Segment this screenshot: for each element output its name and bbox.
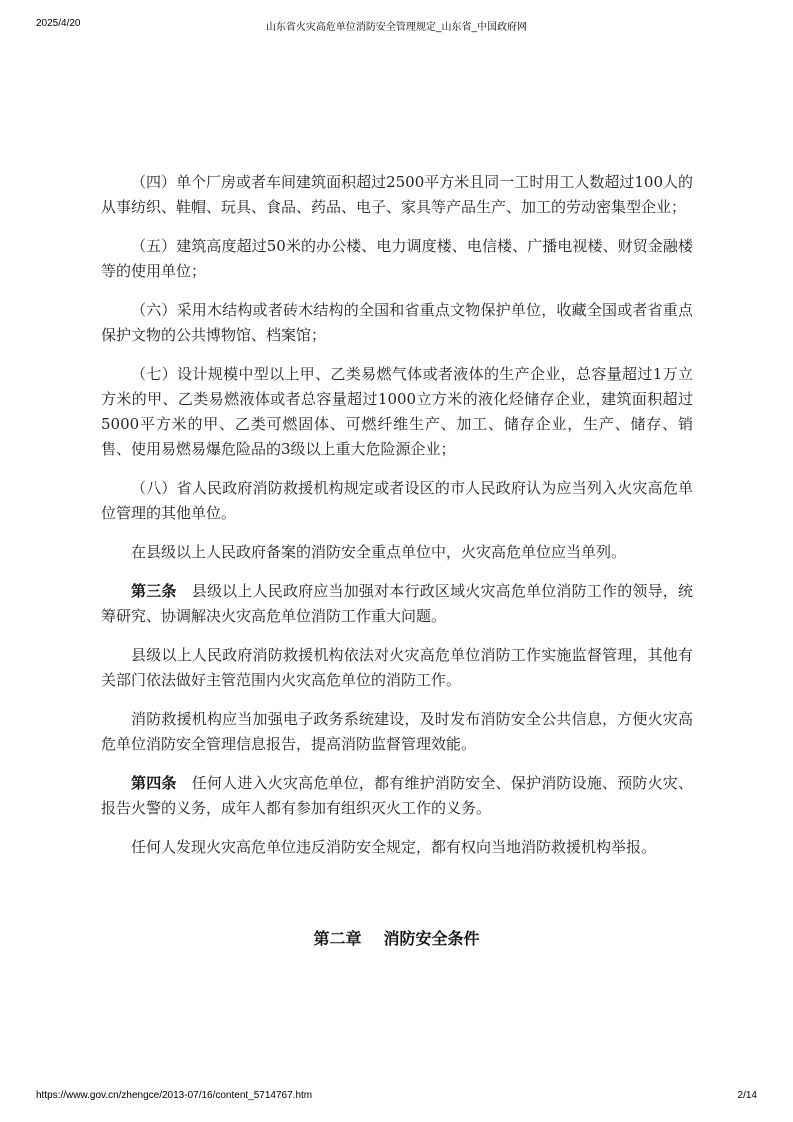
article-3-paragraph-3 (101, 707, 693, 757)
paragraph-text: 县级以上人民政府应当加强对本行政区域火灾高危单位消防工作的领导，统筹研究、协调解决火灾高危单位消防工作重大问题。 (101, 582, 693, 625)
article-4 (101, 771, 693, 821)
footer-url[interactable]: https://www.gov.cn/zhengce/2013-07/16/content_5714767.htm (36, 1090, 313, 1101)
chapter-number: 第二章 (313, 929, 362, 948)
header-date: 2025/4/20 (36, 18, 81, 29)
article-4-heading: 第四条 (131, 774, 177, 792)
paragraph-text: （四）单个厂房或者车间建筑面积超过2500平方米且同一工时用工人数超过100人的从事纺织、鞋帽、玩具、食品、药品、电子、家具等产品生产、加工的劳动密集型企业； (101, 173, 693, 216)
paragraph-item-6 (101, 298, 693, 348)
document-body (101, 170, 693, 874)
article-3-heading: 第三条 (131, 582, 177, 600)
paragraph-item-5 (101, 234, 693, 284)
paragraph-text: 在县级以上人民政府备案的消防安全重点单位中，火灾高危单位应当单列。 (131, 543, 627, 561)
chapter-title: 消防安全条件 (383, 929, 480, 948)
paragraph-text: （六）采用木结构或者砖木结构的全国和省重点文物保护单位，收藏全国或者省重点保护文物的公共博物馆、档案馆； (101, 301, 693, 344)
paragraph-text: 任何人进入火灾高危单位，都有维护消防安全、保护消防设施、预防火灾、报告火警的义务，成年人都有参加有组织灭火工作的义务。 (101, 774, 693, 817)
paragraph-text: 消防救援机构应当加强电子政务系统建设，及时发布消防安全公共信息，方便火灾高危单位消防安全管理信息报告，提高消防监督管理效能。 (101, 710, 693, 753)
header-title: 山东省火灾高危单位消防安全管理规定_山东省_中国政府网 (265, 22, 528, 33)
paragraph-text: 任何人发现火灾高危单位违反消防安全规定，都有权向当地消防救援机构举报。 (131, 838, 657, 856)
paragraph-item-4 (101, 170, 693, 220)
chapter-heading (0, 926, 793, 949)
paragraph-item-7 (101, 362, 693, 462)
article-3-paragraph-2 (101, 643, 693, 693)
paragraph-text: 县级以上人民政府消防救援机构依法对火灾高危单位消防工作实施监督管理，其他有关部门依法做好主管范围内火灾高危单位的消防工作。 (101, 646, 693, 689)
article-3 (101, 579, 693, 629)
paragraph-text: （五）建筑高度超过50米的办公楼、电力调度楼、电信楼、广播电视楼、财贸金融楼等的使用单位； (101, 237, 693, 280)
paragraph-text: （七）设计规模中型以上甲、乙类易燃气体或者液体的生产企业，总容量超过1万立方米的甲、乙类易燃液体或者总容量超过1000立方米的液化烃储存企业，建筑面积超过5000平方米的甲、乙类可燃固体、可燃纤维生产、加工、储存企业，生产、储存、销售、使用易燃易爆危险品的3级以上重大危险源企业； (101, 365, 693, 458)
article-4-paragraph-2 (101, 835, 693, 860)
page-number: 2/14 (737, 1090, 757, 1101)
paragraph-text: （八）省人民政府消防救援机构规定或者设区的市人民政府认为应当列入火灾高危单位管理的其他单位。 (101, 479, 693, 522)
paragraph-item-8 (101, 476, 693, 526)
paragraph-listing-note (101, 540, 693, 565)
